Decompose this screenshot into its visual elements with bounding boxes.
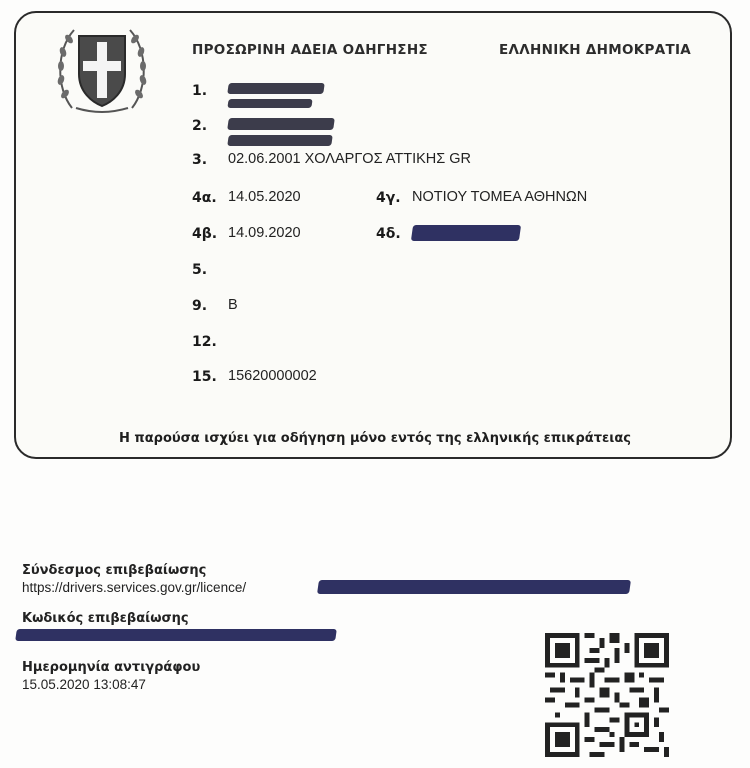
redacted-verification-code	[15, 629, 337, 641]
expiry-date: 14.09.2020	[228, 225, 301, 241]
field-4c-label: 4γ.	[376, 190, 401, 206]
field-1-label: 1.	[192, 83, 208, 99]
issuing-authority: ΝΟΤΙΟΥ ΤΟΜΕΑ ΑΘΗΝΩΝ	[412, 189, 588, 205]
redacted-given-name-latin	[227, 135, 333, 146]
field-2-label: 2.	[192, 118, 208, 134]
redacted-given-name	[227, 118, 335, 130]
birth-date-place: 02.06.2001 ΧΟΛΑΡΓΟΣ ΑΤΤΙΚΗΣ GR	[228, 151, 471, 167]
copy-date-title: Ημερομηνία αντιγράφου	[22, 660, 201, 675]
issuing-state: ΕΛΛΗΝΙΚΗ ΔΗΜΟΚΡΑΤΙΑ	[499, 42, 692, 58]
redacted-surname-latin	[227, 99, 312, 108]
verification-code-title: Κωδικός επιβεβαίωσης	[22, 611, 189, 626]
field-4a-label: 4α.	[192, 190, 217, 206]
validity-note: Η παρούσα ισχύει για οδήγηση μόνο εντός της ελληνικής επικράτειας	[119, 431, 631, 446]
qr-code-icon	[545, 633, 669, 757]
coat-of-arms-icon	[52, 16, 152, 118]
redacted-link-suffix	[317, 580, 631, 594]
copy-date: 15.05.2020 13:08:47	[22, 677, 146, 692]
verification-link[interactable]: https://drivers.services.gov.gr/licence/	[22, 580, 247, 595]
field-3-label: 3.	[192, 152, 208, 168]
field-15-label: 15.	[192, 369, 217, 385]
field-4d-label: 4δ.	[376, 226, 401, 242]
redacted-surname	[227, 83, 325, 94]
licence-category: B	[228, 297, 238, 313]
field-9-label: 9.	[192, 298, 208, 314]
verification-link-title: Σύνδεσμος επιβεβαίωσης	[22, 563, 207, 578]
document-number: 15620000002	[228, 368, 317, 384]
field-4b-label: 4β.	[192, 226, 218, 242]
field-12-label: 12.	[192, 334, 217, 350]
redacted-licence-number	[411, 225, 521, 241]
document-title: ΠΡΟΣΩΡΙΝΗ ΑΔΕΙΑ ΟΔΗΓΗΣΗΣ	[192, 42, 428, 58]
field-5-label: 5.	[192, 262, 208, 278]
issue-date: 14.05.2020	[228, 189, 301, 205]
